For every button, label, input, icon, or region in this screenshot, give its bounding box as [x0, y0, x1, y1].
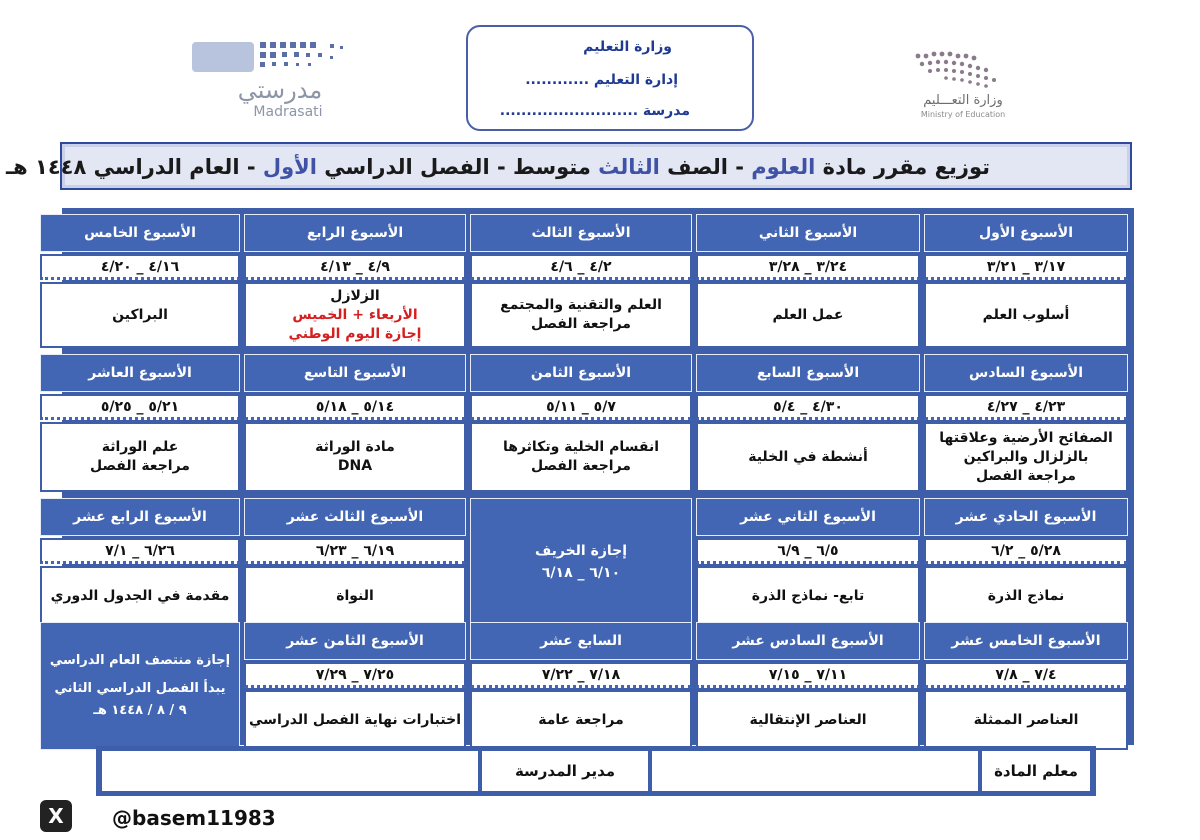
topic-line: العناصر الممثلة — [973, 711, 1079, 728]
school-info-box — [466, 25, 754, 131]
topic-line: DNA — [337, 458, 373, 474]
week-topics — [40, 282, 240, 348]
week-header: الأسبوع السادس — [924, 354, 1128, 392]
topic-line: البراكين — [112, 306, 168, 323]
midyear-break-label: إجازة منتصف العام الدراسي — [49, 653, 231, 668]
madrasati-logo-english: Madrasati — [253, 104, 323, 120]
topic-line: اختبارات نهاية الفصل الدراسي — [249, 711, 461, 728]
moe-dots-icon — [858, 42, 1028, 122]
week-topics — [470, 690, 692, 750]
title-part1: توزيع مقرر مادة — [815, 155, 990, 179]
principal-signature-field — [102, 751, 478, 791]
x-logo-icon: X — [40, 800, 72, 832]
week-dates: ٥/٢٨ _ ٦/٢ — [924, 538, 1128, 564]
teacher-label: معلم المادة — [982, 751, 1090, 791]
teacher-signature-field — [652, 751, 978, 791]
schedule-grid — [49, 208, 1134, 745]
week-topics — [924, 422, 1128, 492]
week-topics — [470, 282, 692, 348]
week-header: الأسبوع الخامس — [40, 214, 240, 252]
week-dates: ٥/٢١ _ ٥/٢٥ — [40, 394, 240, 420]
week-header: الأسبوع الثالث — [470, 214, 692, 252]
topic-line: نماذج الذرة — [987, 587, 1065, 604]
week-dates: ٦/٥ _ ٦/٩ — [696, 538, 920, 564]
week-dates: ٦/٢٦ _ ٧/١ — [40, 538, 240, 564]
ministry-label: وزارة التعليم — [583, 39, 672, 55]
moe-logo-arabic: وزارة التعـــليم — [923, 93, 1003, 108]
title-term: الأول — [262, 155, 317, 179]
topic-line: بالزلزال والبراكين — [963, 448, 1089, 465]
topic-line: تابع- نماذج الذرة — [751, 587, 865, 604]
autumn-break-label: إجازة الخريف — [534, 543, 628, 559]
topic-line: مراجعة الفصل — [90, 458, 190, 474]
week-dates: ٥/٧ _ ٥/١١ — [470, 394, 692, 420]
topic-line: مادة الوراثة — [315, 439, 395, 455]
week-dates: ٤/٩ _ ٤/١٣ — [244, 254, 466, 280]
topic-line: مراجعة الفصل — [531, 316, 631, 332]
week-topics — [696, 566, 920, 626]
topic-line: الصفائح الأرضية وعلاقتها — [939, 429, 1113, 446]
week-topics — [924, 690, 1128, 750]
topic-line: العلم والتقنية والمجتمع — [500, 297, 662, 313]
topic-line: النواة — [336, 587, 374, 604]
week-topics — [244, 422, 466, 492]
week-header: الأسبوع الخامس عشر — [924, 622, 1128, 660]
autumn-break-block — [470, 498, 692, 626]
title-part3: متوسط - الفصل الدراسي — [316, 155, 599, 179]
topic-line: العناصر الإنتقالية — [749, 711, 867, 728]
week-topics — [924, 566, 1128, 626]
topic-line: مراجعة الفصل — [976, 467, 1076, 484]
week-dates: ٤/٢ _ ٤/٦ — [470, 254, 692, 280]
week-dates: ٤/٣٠ _ ٥/٤ — [696, 394, 920, 420]
midyear-break-note: يبدأ الفصل الدراسي الثاني — [54, 681, 226, 696]
week-topics — [470, 422, 692, 492]
week-topics — [244, 282, 466, 348]
week-dates: ٣/١٧ _ ٣/٢١ — [924, 254, 1128, 280]
week-topics — [696, 282, 920, 348]
title-grade: الثالث — [598, 155, 660, 179]
week-header: الأسبوع السابع — [696, 354, 920, 392]
week-dates: ٧/١١ _ ٧/١٥ — [696, 662, 920, 688]
topic-line: أنشطة في الخلية — [748, 448, 868, 465]
week-header: الأسبوع الثالث عشر — [244, 498, 466, 536]
week-dates: ٦/١٩ _ ٦/٢٣ — [244, 538, 466, 564]
week-dates: ٤/٢٣ _ ٤/٢٧ — [924, 394, 1128, 420]
topic-line: علم الوراثة — [101, 439, 179, 455]
ministry-of-education-logo — [858, 42, 1028, 122]
week-topics — [244, 566, 466, 626]
week-topics — [696, 690, 920, 750]
week-header: الأسبوع الحادي عشر — [924, 498, 1128, 536]
madrasati-pixel-icon — [190, 36, 370, 120]
autumn-break-dates: ٦/١٠ _ ٦/١٨ — [541, 565, 621, 581]
school-label: مدرسة .......................... — [499, 103, 690, 119]
directorate-label: إدارة التعليم ............ — [525, 72, 678, 88]
title-bar — [5, 142, 1132, 190]
week-header: الأسبوع التاسع — [244, 354, 466, 392]
madrasati-logo — [190, 36, 370, 120]
week-dates: ٧/٤ _ ٧/٨ — [924, 662, 1128, 688]
week-header: الأسبوع الثامن عشر — [244, 622, 466, 660]
topic-line: انقسام الخلية وتكاثرها — [503, 439, 659, 455]
week-topics — [924, 282, 1128, 348]
author-handle: @basem11983 — [112, 806, 276, 830]
week-header: الأسبوع الرابع — [244, 214, 466, 252]
week-dates: ٣/٢٤ _ ٣/٢٨ — [696, 254, 920, 280]
holiday-note: الأربعاء + الخميس — [292, 306, 418, 323]
week-topics — [696, 422, 920, 492]
topic-line: أسلوب العلم — [982, 306, 1070, 323]
page-title — [6, 155, 990, 179]
week-dates: ٧/٢٥ _ ٧/٢٩ — [244, 662, 466, 688]
title-part4: - العام الدراسي ١٤٤٨ هـ — [5, 155, 263, 179]
week-header: الأسبوع الأول — [924, 214, 1128, 252]
week-header: السابع عشر — [470, 622, 692, 660]
week-header: الأسبوع الثاني — [696, 214, 920, 252]
holiday-note: إجازة اليوم الوطني — [288, 325, 422, 342]
title-subject: العلوم — [751, 155, 816, 179]
midyear-break-block — [40, 622, 240, 750]
signature-row — [96, 746, 1096, 796]
week-topics — [244, 690, 466, 750]
midyear-break-date: ٩ / ٨ / ١٤٤٨ هـ — [93, 703, 187, 718]
week-dates: ٥/١٤ _ ٥/١٨ — [244, 394, 466, 420]
week-header: الأسبوع الرابع عشر — [40, 498, 240, 536]
madrasati-logo-arabic: مدرستي — [237, 76, 323, 104]
week-header: الأسبوع الثامن — [470, 354, 692, 392]
topic-line: مقدمة في الجدول الدوري — [50, 587, 230, 604]
week-dates: ٧/١٨ _ ٧/٢٢ — [470, 662, 692, 688]
topic-line: الزلازل — [330, 287, 380, 304]
week-topics — [40, 422, 240, 492]
week-topics — [40, 566, 240, 626]
week-header: الأسبوع العاشر — [40, 354, 240, 392]
week-dates: ٤/١٦ _ ٤/٢٠ — [40, 254, 240, 280]
topic-line: مراجعة عامة — [538, 711, 624, 728]
week-header: الأسبوع الثاني عشر — [696, 498, 920, 536]
principal-label: مدير المدرسة — [482, 751, 648, 791]
topic-line: مراجعة الفصل — [531, 458, 631, 474]
week-header: الأسبوع السادس عشر — [696, 622, 920, 660]
moe-logo-english: Ministry of Education — [920, 110, 1006, 119]
title-part2: - الصف — [659, 155, 752, 179]
topic-line: عمل العلم — [772, 306, 844, 323]
